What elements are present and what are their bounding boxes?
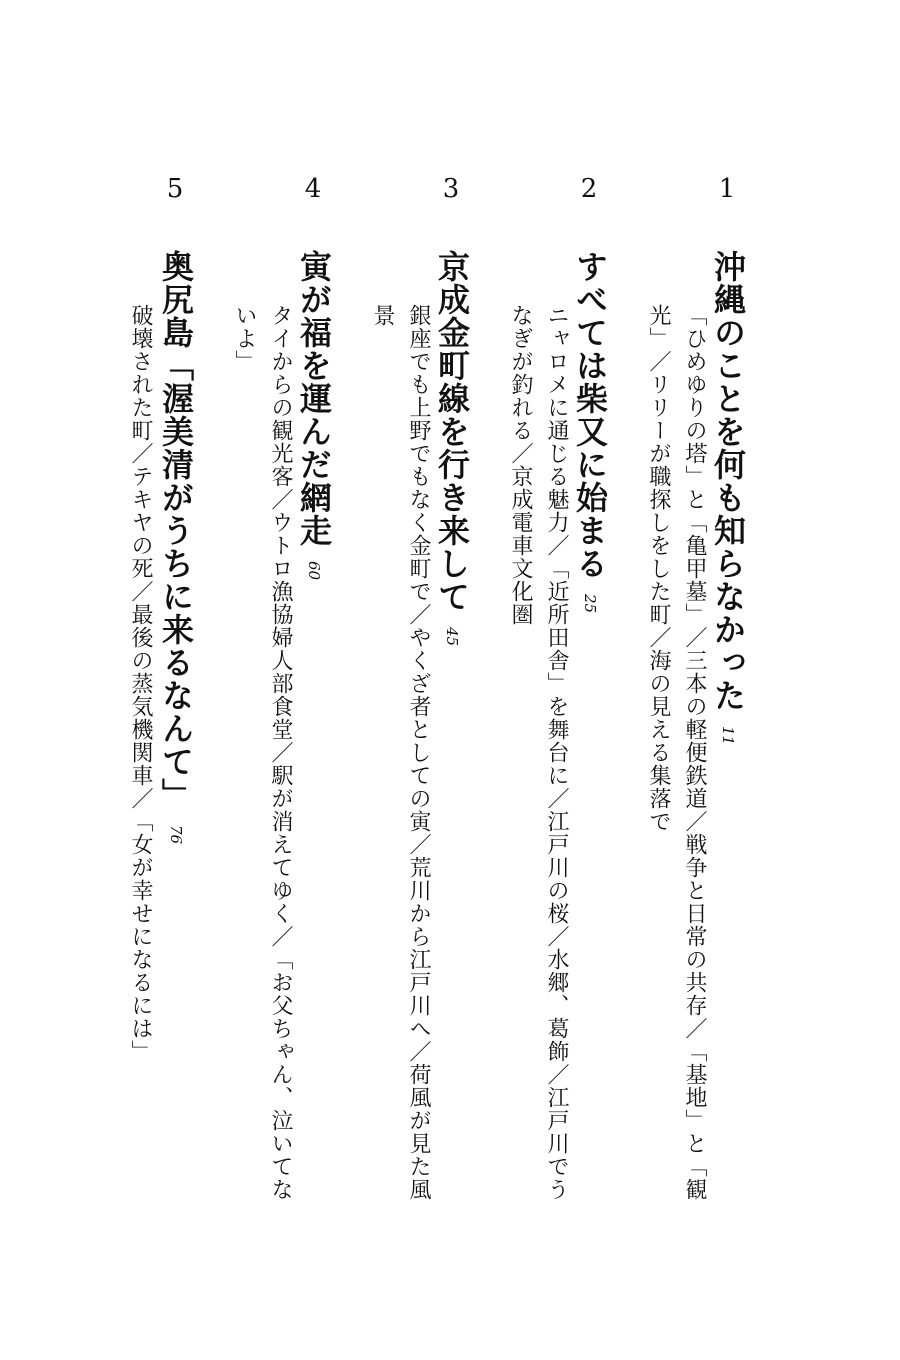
toc-entry-5[interactable] xyxy=(98,170,248,1320)
chapter-number: 5 xyxy=(166,174,184,204)
chapter-title xyxy=(709,250,747,746)
chapter-title xyxy=(571,250,609,614)
toc-entry-4[interactable] xyxy=(232,170,386,1320)
chapter-title-text: 京成金町線を行き来して xyxy=(433,250,471,613)
chapter-subtitle: タイからの観光客／ウトロ漁協婦人部食堂／駅が消えてゆく／「お父ちゃん、泣いてないよ」 xyxy=(232,304,293,1201)
chapter-title-text: 沖縄のことを何も知らなかった xyxy=(709,250,747,712)
chapter-subtitle: ニャロメに通じる魅力／「近所田舎」を舞台に／江戸川の桜／水郷、葛飾／江戸川でうなぎが釣れる／京成電車文化圏 xyxy=(508,304,569,1201)
toc-entry-1[interactable] xyxy=(646,170,800,1320)
chapter-subtitle: 破壊された町／テキヤの死／最後の蒸気機関車／「女が幸せになるには」 xyxy=(128,304,153,1063)
chapter-title-text: 寅が福を運んだ網走 xyxy=(295,250,333,547)
toc-entry-3[interactable] xyxy=(370,170,524,1320)
chapter-page-number: 11 xyxy=(719,726,737,746)
chapter-title-text: 奥尻島「渥美清がうちに来るなんて」 xyxy=(157,250,195,811)
chapter-subtitle: 銀座でも上野でもなく金町で／やくざ者としての寅／荒川から江戸川へ／荷風が見た風景 xyxy=(370,304,431,1201)
chapter-number: 4 xyxy=(304,174,322,204)
chapter-title xyxy=(295,250,333,581)
chapter-page-number: 45 xyxy=(443,627,461,647)
chapter-page-number: 60 xyxy=(305,561,323,581)
chapter-title-text: すべては柴又に始まる xyxy=(571,250,609,580)
chapter-page-number: 25 xyxy=(581,594,599,614)
chapter-title xyxy=(433,250,471,647)
chapter-page-number: 76 xyxy=(167,825,185,845)
chapter-number: 3 xyxy=(442,174,460,204)
toc-entry-2[interactable] xyxy=(508,170,662,1320)
chapter-subtitle: 「ひめゆりの塔」と「亀甲墓」／三本の軽便鉄道／戦争と日常の共存／「基地」と「観光」／リリーが職探しをした町／海の見える集落で xyxy=(646,304,707,1201)
chapter-number: 1 xyxy=(718,174,736,204)
chapter-number: 2 xyxy=(580,174,598,204)
chapter-title xyxy=(157,250,195,845)
